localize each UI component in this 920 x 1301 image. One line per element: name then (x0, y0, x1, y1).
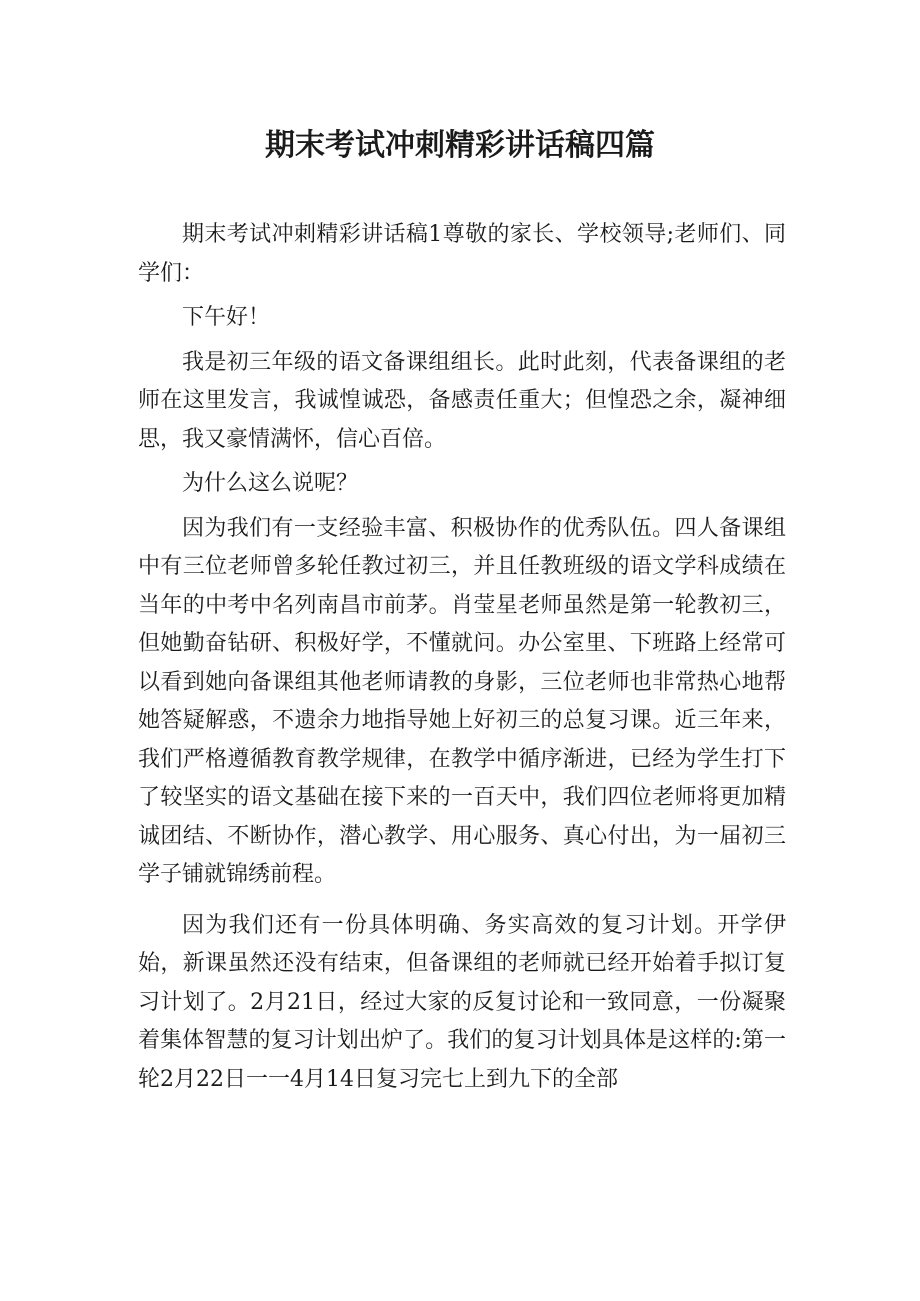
document-body (138, 216, 786, 1099)
paragraph-question: 为什么这么说呢？ (182, 471, 359, 496)
paragraph-review-plan: 因为我们还有一份具体明确、务实高效的复习计划。开学伊始，新课虽然还没有结束，但备课组的老师就已经开始着手拟订复习计划了。2月21日，经过大家的反复讨论和一致同意，一份凝聚着集体智慧的复习计划出炉了。我们的复习计划具体是这样的:第一轮2月22日一一4月14日复习完七上到九下的全部 (138, 912, 786, 1092)
paragraph-team: 因为我们有一支经验丰富、积极协作的优秀队伍。四人备课组中有三位老师曾多轮任教过初三，并且任教班级的语文学科成绩在当年的中考中名列南昌市前茅。肖莹星老师虽然是第一轮教初三，但她勤奋钻研、积极好学，不懂就问。办公室里、下班路上经常可以看到她向备课组其他老师请教的身影，三位老师也非常热心地帮她答疑解惑，不遗余力地指导她上好初三的总复习课。近三年来，我们严格遵循教育教学规律，在教学中循序渐进，已经为学生打下了较坚实的语文基础在接下来的一百天中，我们四位老师将更加精诚团结、不断协作，潜心教学、用心服务、真心付出，为一届初三学子铺就锦绣前程。 (138, 515, 786, 887)
paragraph-introduction: 我是初三年级的语文备课组组长。此时此刻，代表备课组的老师在这里发言，我诚惶诚恐，备感责任重大；但惶恐之余，凝神细思，我又豪情满怀，信心百倍。 (138, 349, 786, 452)
paragraph-good-afternoon: 下午好！ (182, 305, 271, 330)
document-title: 期末考试冲刺精彩讲话稿四篇 (265, 128, 655, 163)
paragraph-greeting: 期末考试冲刺精彩讲话稿1尊敬的家长、学校领导;老师们、同学们： (138, 222, 786, 286)
